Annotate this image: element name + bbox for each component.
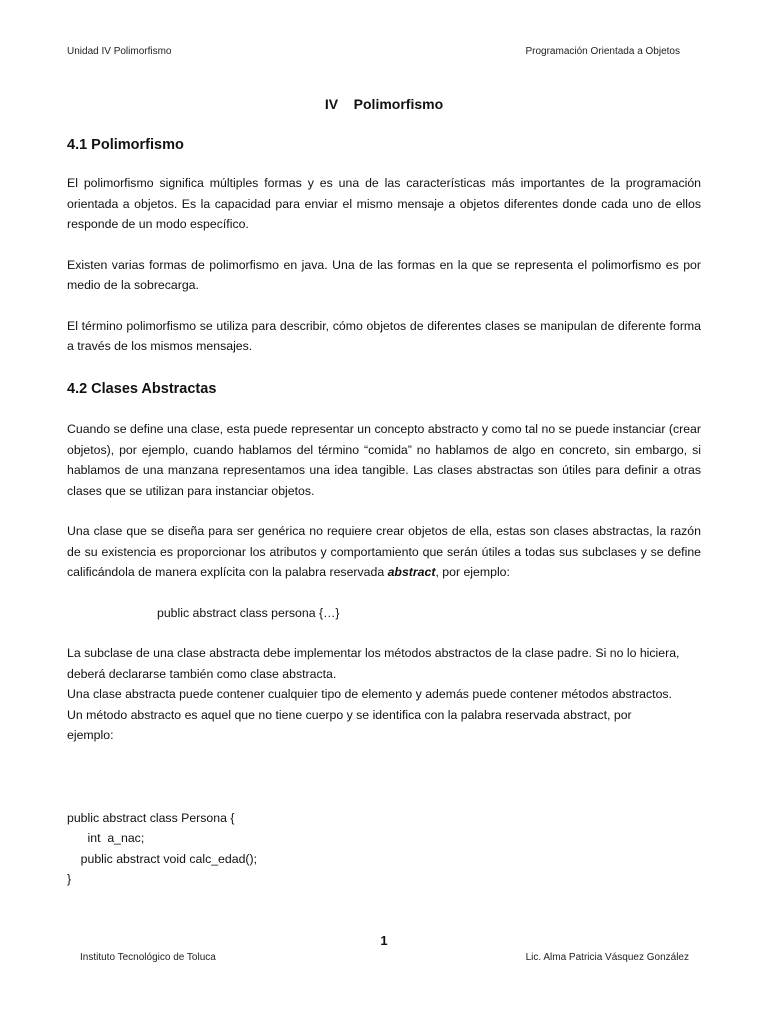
abstract-keyword: abstract	[387, 565, 436, 579]
paragraph: Una clase abstracta puede contener cualquier tipo de elemento y además puede contener métodos abstractos.	[67, 687, 672, 701]
paragraph-abstract-keyword	[67, 521, 701, 583]
paragraph: La subclase de una clase abstracta debe implementar los métodos abstractos de la clase padre. Si no lo hiciera, deberá declararse también como clase abstracta.	[67, 646, 680, 681]
paragraph: Cuando se define una clase, esta puede representar un concepto abstracto y como tal no se puede instanciar (crear objetos), por ejemplo, cuando hablamos del término “comida” no hablamos de algo en concreto, sin embargo, si hablamos de una manzana representamos una idea tangible. Las clases abstractas son útiles para definir a otras clases que se utilizan para instanciar objetos.	[67, 422, 701, 498]
section-heading-polimorfismo: 4.1 Polimorfismo	[67, 136, 184, 153]
page-number: 1	[380, 933, 388, 948]
document-title: IV Polimorfismo	[324, 96, 444, 112]
paragraph: Existen varias formas de polimorfismo en java. Una de las formas en la que se representa el polimorfismo es por medio de la sobrecarga.	[67, 257, 701, 292]
paragraph-text: , por ejemplo:	[435, 565, 510, 579]
paragraph-text: Una clase que se diseña para ser genérica no requiere crear objetos de ella, estas son clases abstractas, la razón de su existencia es proporcionar los atributos y comportamiento que serán útiles a todas sus subclases y se define calificándola de manera explícita con la palabra reservada	[67, 524, 701, 579]
header-right: Programación Orientada a Objetos	[525, 46, 680, 57]
paragraph: El término polimorfismo se utiliza para describir, cómo objetos de diferentes clases se manipulan de diferente forma a través de los mismos mensajes.	[67, 318, 701, 353]
paragraph: El polimorfismo significa múltiples formas y es una de las características más importantes de la programación orientada a objetos. Es la capacidad para enviar el mismo mensaje a objetos diferentes donde cada uno de ellos responde de un modo específico.	[67, 176, 701, 231]
paragraph: Un método abstracto es aquel que no tiene cuerpo y se identifica con la palabra reservada abstract, por ejemplo:	[67, 707, 632, 742]
footer-left: Instituto Tecnológico de Toluca	[80, 952, 216, 963]
header-left: Unidad IV Polimorfismo	[67, 46, 172, 57]
footer-right: Lic. Alma Patricia Vásquez González	[525, 952, 689, 963]
section-heading-clases-abstractas: 4.2 Clases Abstractas	[67, 380, 217, 397]
code-block-example: public abstract class Persona { int a_nac; public abstract void calc_edad(); }	[67, 810, 258, 886]
code-inline-example: public abstract class persona {…}	[157, 605, 340, 620]
page-content	[67, 94, 701, 890]
